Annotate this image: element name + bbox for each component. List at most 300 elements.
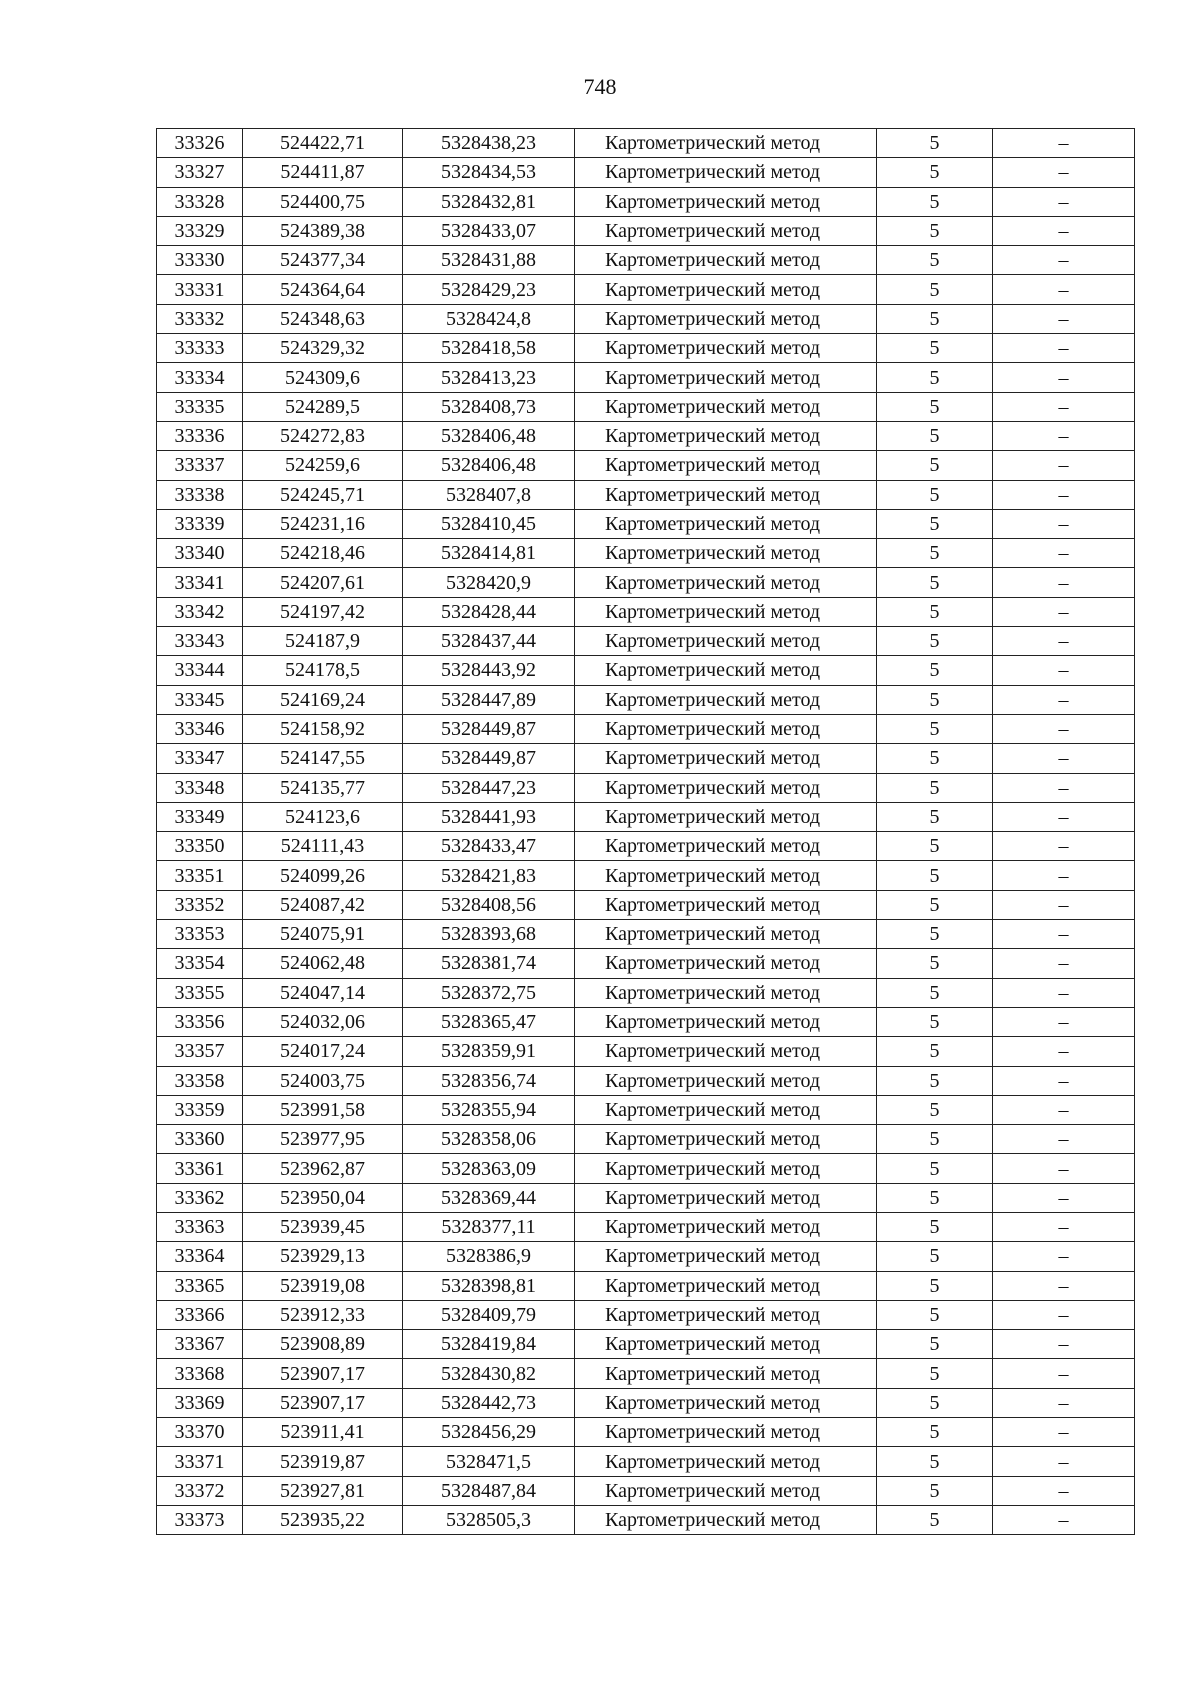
method-cell: Картометрический метод (575, 1154, 877, 1183)
dash-cell: – (993, 1330, 1135, 1359)
x-coordinate-cell: 523939,45 (243, 1212, 403, 1241)
x-coordinate-cell: 523929,13 (243, 1242, 403, 1271)
table-row (157, 334, 1135, 363)
table-row (157, 773, 1135, 802)
y-coordinate-cell: 5328356,74 (403, 1066, 575, 1095)
y-coordinate-cell: 5328471,5 (403, 1447, 575, 1476)
dash-cell: – (993, 978, 1135, 1007)
method-cell: Картометрический метод (575, 597, 877, 626)
point-number-cell: 33366 (157, 1300, 243, 1329)
method-cell: Картометрический метод (575, 832, 877, 861)
x-coordinate-cell: 524207,61 (243, 568, 403, 597)
y-coordinate-cell: 5328438,23 (403, 129, 575, 158)
point-number-cell: 33363 (157, 1212, 243, 1241)
dash-cell: – (993, 304, 1135, 333)
y-coordinate-cell: 5328410,45 (403, 509, 575, 538)
table-row (157, 1447, 1135, 1476)
y-coordinate-cell: 5328424,8 (403, 304, 575, 333)
y-coordinate-cell: 5328433,47 (403, 832, 575, 861)
point-number-cell: 33346 (157, 714, 243, 743)
y-coordinate-cell: 5328487,84 (403, 1476, 575, 1505)
table-row (157, 861, 1135, 890)
table-row (157, 451, 1135, 480)
method-cell: Картометрический метод (575, 1418, 877, 1447)
method-cell: Картометрический метод (575, 978, 877, 1007)
x-coordinate-cell: 524123,6 (243, 802, 403, 831)
method-cell: Картометрический метод (575, 656, 877, 685)
dash-cell: – (993, 1447, 1135, 1476)
x-coordinate-cell: 524259,6 (243, 451, 403, 480)
x-coordinate-cell: 524178,5 (243, 656, 403, 685)
dash-cell: – (993, 509, 1135, 538)
dash-cell: – (993, 1476, 1135, 1505)
table-row (157, 1330, 1135, 1359)
accuracy-cell: 5 (877, 1476, 993, 1505)
dash-cell: – (993, 246, 1135, 275)
table-row (157, 656, 1135, 685)
method-cell: Картометрический метод (575, 568, 877, 597)
table-row (157, 275, 1135, 304)
point-number-cell: 33360 (157, 1125, 243, 1154)
x-coordinate-cell: 524087,42 (243, 890, 403, 919)
dash-cell: – (993, 890, 1135, 919)
dash-cell: – (993, 480, 1135, 509)
accuracy-cell: 5 (877, 334, 993, 363)
y-coordinate-cell: 5328447,23 (403, 773, 575, 802)
table-row (157, 1242, 1135, 1271)
table-row (157, 1505, 1135, 1534)
x-coordinate-cell: 524422,71 (243, 129, 403, 158)
x-coordinate-cell: 523907,17 (243, 1388, 403, 1417)
table-row (157, 685, 1135, 714)
x-coordinate-cell: 524062,48 (243, 949, 403, 978)
dash-cell: – (993, 158, 1135, 187)
table-row (157, 1300, 1135, 1329)
x-coordinate-cell: 524169,24 (243, 685, 403, 714)
method-cell: Картометрический метод (575, 334, 877, 363)
y-coordinate-cell: 5328420,9 (403, 568, 575, 597)
x-coordinate-cell: 524099,26 (243, 861, 403, 890)
method-cell: Картометрический метод (575, 509, 877, 538)
method-cell: Картометрический метод (575, 1125, 877, 1154)
dash-cell: – (993, 627, 1135, 656)
point-number-cell: 33362 (157, 1183, 243, 1212)
point-number-cell: 33357 (157, 1037, 243, 1066)
x-coordinate-cell: 524245,71 (243, 480, 403, 509)
accuracy-cell: 5 (877, 832, 993, 861)
accuracy-cell: 5 (877, 421, 993, 450)
point-number-cell: 33332 (157, 304, 243, 333)
dash-cell: – (993, 421, 1135, 450)
table-row (157, 392, 1135, 421)
dash-cell: – (993, 714, 1135, 743)
x-coordinate-cell: 524075,91 (243, 920, 403, 949)
dash-cell: – (993, 1007, 1135, 1036)
y-coordinate-cell: 5328437,44 (403, 627, 575, 656)
method-cell: Картометрический метод (575, 1242, 877, 1271)
y-coordinate-cell: 5328443,92 (403, 656, 575, 685)
accuracy-cell: 5 (877, 1330, 993, 1359)
table-row (157, 920, 1135, 949)
method-cell: Картометрический метод (575, 1095, 877, 1124)
y-coordinate-cell: 5328447,89 (403, 685, 575, 714)
method-cell: Картометрический метод (575, 1388, 877, 1417)
dash-cell: – (993, 568, 1135, 597)
x-coordinate-cell: 524364,64 (243, 275, 403, 304)
table-row (157, 627, 1135, 656)
y-coordinate-cell: 5328408,73 (403, 392, 575, 421)
x-coordinate-cell: 523907,17 (243, 1359, 403, 1388)
method-cell: Картометрический метод (575, 187, 877, 216)
page-number: 748 (583, 74, 617, 99)
accuracy-cell: 5 (877, 1095, 993, 1124)
dash-cell: – (993, 1242, 1135, 1271)
point-number-cell: 33334 (157, 363, 243, 392)
method-cell: Картометрический метод (575, 1183, 877, 1212)
y-coordinate-cell: 5328429,23 (403, 275, 575, 304)
method-cell: Картометрический метод (575, 246, 877, 275)
method-cell: Картометрический метод (575, 1330, 877, 1359)
accuracy-cell: 5 (877, 392, 993, 421)
point-number-cell: 33339 (157, 509, 243, 538)
point-number-cell: 33373 (157, 1505, 243, 1534)
method-cell: Картометрический метод (575, 1447, 877, 1476)
table-row (157, 714, 1135, 743)
accuracy-cell: 5 (877, 1447, 993, 1476)
dash-cell: – (993, 129, 1135, 158)
y-coordinate-cell: 5328418,58 (403, 334, 575, 363)
method-cell: Картометрический метод (575, 539, 877, 568)
table-row (157, 890, 1135, 919)
y-coordinate-cell: 5328449,87 (403, 744, 575, 773)
table-row (157, 832, 1135, 861)
accuracy-cell: 5 (877, 187, 993, 216)
method-cell: Картометрический метод (575, 744, 877, 773)
point-number-cell: 33353 (157, 920, 243, 949)
dash-cell: – (993, 656, 1135, 685)
method-cell: Картометрический метод (575, 627, 877, 656)
point-number-cell: 33356 (157, 1007, 243, 1036)
y-coordinate-cell: 5328386,9 (403, 1242, 575, 1271)
dash-cell: – (993, 597, 1135, 626)
dash-cell: – (993, 216, 1135, 245)
accuracy-cell: 5 (877, 773, 993, 802)
point-number-cell: 33340 (157, 539, 243, 568)
accuracy-cell: 5 (877, 539, 993, 568)
method-cell: Картометрический метод (575, 802, 877, 831)
x-coordinate-cell: 524329,32 (243, 334, 403, 363)
point-number-cell: 33335 (157, 392, 243, 421)
x-coordinate-cell: 523912,33 (243, 1300, 403, 1329)
x-coordinate-cell: 524047,14 (243, 978, 403, 1007)
x-coordinate-cell: 524147,55 (243, 744, 403, 773)
table-row (157, 304, 1135, 333)
dash-cell: – (993, 1388, 1135, 1417)
coordinates-table-body (157, 129, 1135, 1535)
y-coordinate-cell: 5328398,81 (403, 1271, 575, 1300)
accuracy-cell: 5 (877, 568, 993, 597)
point-number-cell: 33361 (157, 1154, 243, 1183)
dash-cell: – (993, 773, 1135, 802)
method-cell: Картометрический метод (575, 480, 877, 509)
table-row (157, 1183, 1135, 1212)
y-coordinate-cell: 5328358,06 (403, 1125, 575, 1154)
accuracy-cell: 5 (877, 275, 993, 304)
point-number-cell: 33358 (157, 1066, 243, 1095)
dash-cell: – (993, 1212, 1135, 1241)
y-coordinate-cell: 5328363,09 (403, 1154, 575, 1183)
point-number-cell: 33345 (157, 685, 243, 714)
point-number-cell: 33333 (157, 334, 243, 363)
point-number-cell: 33371 (157, 1447, 243, 1476)
method-cell: Картометрический метод (575, 451, 877, 480)
accuracy-cell: 5 (877, 509, 993, 538)
y-coordinate-cell: 5328421,83 (403, 861, 575, 890)
method-cell: Картометрический метод (575, 773, 877, 802)
y-coordinate-cell: 5328449,87 (403, 714, 575, 743)
y-coordinate-cell: 5328359,91 (403, 1037, 575, 1066)
x-coordinate-cell: 523962,87 (243, 1154, 403, 1183)
dash-cell: – (993, 392, 1135, 421)
table-row (157, 1418, 1135, 1447)
x-coordinate-cell: 523919,08 (243, 1271, 403, 1300)
dash-cell: – (993, 1505, 1135, 1534)
accuracy-cell: 5 (877, 1037, 993, 1066)
method-cell: Картометрический метод (575, 890, 877, 919)
table-row (157, 158, 1135, 187)
point-number-cell: 33348 (157, 773, 243, 802)
x-coordinate-cell: 523935,22 (243, 1505, 403, 1534)
table-row (157, 187, 1135, 216)
dash-cell: – (993, 275, 1135, 304)
table-row (157, 129, 1135, 158)
x-coordinate-cell: 523950,04 (243, 1183, 403, 1212)
accuracy-cell: 5 (877, 714, 993, 743)
point-number-cell: 33344 (157, 656, 243, 685)
point-number-cell: 33352 (157, 890, 243, 919)
accuracy-cell: 5 (877, 656, 993, 685)
point-number-cell: 33341 (157, 568, 243, 597)
dash-cell: – (993, 861, 1135, 890)
table-row (157, 949, 1135, 978)
point-number-cell: 33326 (157, 129, 243, 158)
accuracy-cell: 5 (877, 685, 993, 714)
x-coordinate-cell: 523977,95 (243, 1125, 403, 1154)
x-coordinate-cell: 523919,87 (243, 1447, 403, 1476)
point-number-cell: 33355 (157, 978, 243, 1007)
point-number-cell: 33336 (157, 421, 243, 450)
x-coordinate-cell: 524017,24 (243, 1037, 403, 1066)
table-row (157, 1212, 1135, 1241)
y-coordinate-cell: 5328505,3 (403, 1505, 575, 1534)
method-cell: Картометрический метод (575, 158, 877, 187)
table-row (157, 1388, 1135, 1417)
x-coordinate-cell: 524111,43 (243, 832, 403, 861)
point-number-cell: 33372 (157, 1476, 243, 1505)
x-coordinate-cell: 523908,89 (243, 1330, 403, 1359)
accuracy-cell: 5 (877, 1212, 993, 1241)
method-cell: Картометрический метод (575, 1476, 877, 1505)
dash-cell: – (993, 1125, 1135, 1154)
point-number-cell: 33350 (157, 832, 243, 861)
method-cell: Картометрический метод (575, 714, 877, 743)
point-number-cell: 33365 (157, 1271, 243, 1300)
accuracy-cell: 5 (877, 1388, 993, 1417)
dash-cell: – (993, 832, 1135, 861)
table-row (157, 246, 1135, 275)
accuracy-cell: 5 (877, 216, 993, 245)
point-number-cell: 33328 (157, 187, 243, 216)
y-coordinate-cell: 5328406,48 (403, 421, 575, 450)
point-number-cell: 33337 (157, 451, 243, 480)
y-coordinate-cell: 5328430,82 (403, 1359, 575, 1388)
y-coordinate-cell: 5328408,56 (403, 890, 575, 919)
dash-cell: – (993, 334, 1135, 363)
accuracy-cell: 5 (877, 158, 993, 187)
method-cell: Картометрический метод (575, 1359, 877, 1388)
accuracy-cell: 5 (877, 1066, 993, 1095)
dash-cell: – (993, 363, 1135, 392)
y-coordinate-cell: 5328381,74 (403, 949, 575, 978)
x-coordinate-cell: 524411,87 (243, 158, 403, 187)
table-row (157, 363, 1135, 392)
method-cell: Картометрический метод (575, 1300, 877, 1329)
point-number-cell: 33370 (157, 1418, 243, 1447)
x-coordinate-cell: 524272,83 (243, 421, 403, 450)
dash-cell: – (993, 744, 1135, 773)
dash-cell: – (993, 1183, 1135, 1212)
y-coordinate-cell: 5328431,88 (403, 246, 575, 275)
accuracy-cell: 5 (877, 304, 993, 333)
table-row (157, 480, 1135, 509)
x-coordinate-cell: 524289,5 (243, 392, 403, 421)
table-row (157, 802, 1135, 831)
accuracy-cell: 5 (877, 1125, 993, 1154)
accuracy-cell: 5 (877, 978, 993, 1007)
dash-cell: – (993, 949, 1135, 978)
x-coordinate-cell: 524158,92 (243, 714, 403, 743)
method-cell: Картометрический метод (575, 129, 877, 158)
table-row (157, 978, 1135, 1007)
y-coordinate-cell: 5328433,07 (403, 216, 575, 245)
y-coordinate-cell: 5328442,73 (403, 1388, 575, 1417)
dash-cell: – (993, 1066, 1135, 1095)
y-coordinate-cell: 5328406,48 (403, 451, 575, 480)
accuracy-cell: 5 (877, 627, 993, 656)
point-number-cell: 33343 (157, 627, 243, 656)
point-number-cell: 33359 (157, 1095, 243, 1124)
point-number-cell: 33329 (157, 216, 243, 245)
method-cell: Картометрический метод (575, 1066, 877, 1095)
coordinates-table (156, 128, 1135, 1535)
dash-cell: – (993, 451, 1135, 480)
x-coordinate-cell: 524400,75 (243, 187, 403, 216)
accuracy-cell: 5 (877, 920, 993, 949)
point-number-cell: 33367 (157, 1330, 243, 1359)
x-coordinate-cell: 524348,63 (243, 304, 403, 333)
dash-cell: – (993, 920, 1135, 949)
table-row (157, 1125, 1135, 1154)
method-cell: Картометрический метод (575, 421, 877, 450)
method-cell: Картометрический метод (575, 685, 877, 714)
accuracy-cell: 5 (877, 480, 993, 509)
point-number-cell: 33349 (157, 802, 243, 831)
method-cell: Картометрический метод (575, 1271, 877, 1300)
table-row (157, 1154, 1135, 1183)
accuracy-cell: 5 (877, 246, 993, 275)
y-coordinate-cell: 5328393,68 (403, 920, 575, 949)
accuracy-cell: 5 (877, 1359, 993, 1388)
x-coordinate-cell: 524231,16 (243, 509, 403, 538)
x-coordinate-cell: 524135,77 (243, 773, 403, 802)
y-coordinate-cell: 5328441,93 (403, 802, 575, 831)
accuracy-cell: 5 (877, 1505, 993, 1534)
table-row (157, 597, 1135, 626)
x-coordinate-cell: 524187,9 (243, 627, 403, 656)
x-coordinate-cell: 524032,06 (243, 1007, 403, 1036)
accuracy-cell: 5 (877, 1007, 993, 1036)
dash-cell: – (993, 1300, 1135, 1329)
point-number-cell: 33331 (157, 275, 243, 304)
method-cell: Картометрический метод (575, 363, 877, 392)
method-cell: Картометрический метод (575, 216, 877, 245)
method-cell: Картометрический метод (575, 1007, 877, 1036)
accuracy-cell: 5 (877, 802, 993, 831)
accuracy-cell: 5 (877, 1183, 993, 1212)
point-number-cell: 33368 (157, 1359, 243, 1388)
point-number-cell: 33351 (157, 861, 243, 890)
table-row (157, 1271, 1135, 1300)
table-row (157, 1007, 1135, 1036)
table-row (157, 744, 1135, 773)
y-coordinate-cell: 5328434,53 (403, 158, 575, 187)
point-number-cell: 33327 (157, 158, 243, 187)
x-coordinate-cell: 524218,46 (243, 539, 403, 568)
y-coordinate-cell: 5328419,84 (403, 1330, 575, 1359)
y-coordinate-cell: 5328355,94 (403, 1095, 575, 1124)
dash-cell: – (993, 1359, 1135, 1388)
x-coordinate-cell: 524003,75 (243, 1066, 403, 1095)
method-cell: Картометрический метод (575, 304, 877, 333)
table-row (157, 1476, 1135, 1505)
y-coordinate-cell: 5328456,29 (403, 1418, 575, 1447)
table-row (157, 509, 1135, 538)
method-cell: Картометрический метод (575, 392, 877, 421)
dash-cell: – (993, 685, 1135, 714)
accuracy-cell: 5 (877, 1242, 993, 1271)
y-coordinate-cell: 5328409,79 (403, 1300, 575, 1329)
accuracy-cell: 5 (877, 597, 993, 626)
y-coordinate-cell: 5328414,81 (403, 539, 575, 568)
y-coordinate-cell: 5328413,23 (403, 363, 575, 392)
dash-cell: – (993, 802, 1135, 831)
method-cell: Картометрический метод (575, 1505, 877, 1534)
table-row (157, 539, 1135, 568)
accuracy-cell: 5 (877, 1300, 993, 1329)
y-coordinate-cell: 5328377,11 (403, 1212, 575, 1241)
accuracy-cell: 5 (877, 1418, 993, 1447)
table-row (157, 1037, 1135, 1066)
x-coordinate-cell: 524309,6 (243, 363, 403, 392)
x-coordinate-cell: 523991,58 (243, 1095, 403, 1124)
y-coordinate-cell: 5328407,8 (403, 480, 575, 509)
dash-cell: – (993, 1095, 1135, 1124)
point-number-cell: 33354 (157, 949, 243, 978)
x-coordinate-cell: 524377,34 (243, 246, 403, 275)
point-number-cell: 33369 (157, 1388, 243, 1417)
table-row (157, 1359, 1135, 1388)
accuracy-cell: 5 (877, 363, 993, 392)
